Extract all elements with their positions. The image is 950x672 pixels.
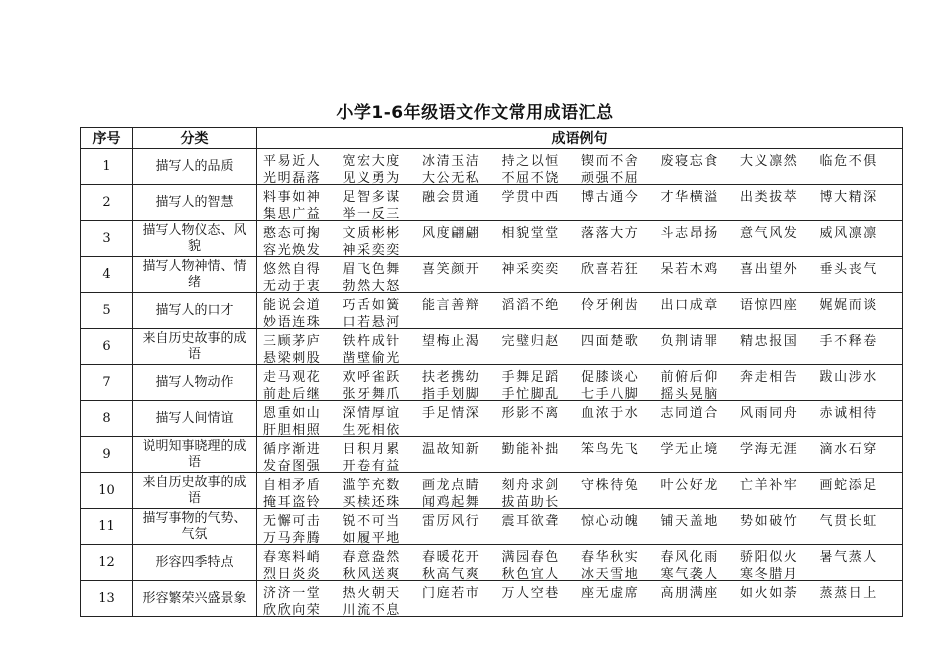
idiom: 巧舌如簧: [342, 298, 401, 311]
idiom: 肝胆相照: [263, 423, 322, 436]
row-index: 13: [81, 581, 133, 617]
idiom: 欢呼雀跃: [342, 370, 401, 383]
table-row: [81, 365, 903, 401]
row-idioms: [257, 257, 903, 293]
idiom-grid: [263, 474, 902, 508]
row-category: 形容四季特点: [133, 545, 257, 581]
idiom: 平易近人: [263, 154, 322, 167]
idiom: 三顾茅庐: [263, 334, 322, 347]
table-row: [81, 581, 903, 617]
idiom: 望梅止渴: [422, 334, 481, 347]
idiom: 负荆请罪: [660, 334, 719, 347]
idiom: 画龙点睛: [422, 478, 481, 491]
idiom: 热火朝天: [342, 586, 401, 599]
row-idioms: [257, 293, 903, 329]
idiom: 循序渐进: [263, 442, 322, 455]
idiom: 四面楚歌: [581, 334, 640, 347]
row-category: 描写人物动作: [133, 365, 257, 401]
idiom: 欣欣向荣: [263, 603, 322, 616]
idiom: 不屈不饶: [501, 171, 560, 184]
row-category: 来自历史故事的成语: [133, 473, 257, 509]
row-idioms: [257, 185, 903, 221]
idiom: 如火如荼: [740, 586, 799, 599]
idiom: 指手划脚: [422, 387, 481, 400]
idiom: 日积月累: [342, 442, 401, 455]
idiom: 风度翩翩: [422, 226, 481, 239]
idiom: 废寝忘食: [660, 154, 719, 167]
idiom: 呆若木鸡: [660, 262, 719, 275]
row-idioms: [257, 149, 903, 185]
idiom: 奔走相告: [740, 370, 799, 383]
table-body: [81, 149, 903, 617]
idiom: 神采奕奕: [501, 262, 560, 275]
idiom: 暑气蒸人: [819, 550, 878, 563]
idiom: 博古通今: [581, 190, 640, 203]
idiom: 张牙舞爪: [342, 387, 401, 400]
table-row: [81, 149, 903, 185]
row-index: 6: [81, 329, 133, 365]
table-row: [81, 509, 903, 545]
row-category: 描写人间情谊: [133, 401, 257, 437]
idiom: 憨态可掬: [263, 226, 322, 239]
idiom: 铺天盖地: [660, 514, 719, 527]
idiom-grid: [263, 582, 902, 616]
idiom: 亡羊补牢: [740, 478, 799, 491]
idiom: 悠然自得: [263, 262, 322, 275]
idiom: 大公无私: [422, 171, 481, 184]
idiom: 威风凛凛: [819, 226, 878, 239]
row-idioms: [257, 509, 903, 545]
idiom: 走马观花: [263, 370, 322, 383]
idiom: 容光焕发: [263, 243, 322, 256]
idiom: 学无止境: [660, 442, 719, 455]
table-header-row: [81, 128, 903, 149]
idiom-grid: [263, 294, 902, 328]
idiom-grid: [263, 402, 902, 436]
idiom: 济济一堂: [263, 586, 322, 599]
idiom: 冰清玉洁: [422, 154, 481, 167]
idiom: 门庭若市: [422, 586, 481, 599]
idiom: 滔滔不绝: [501, 298, 560, 311]
idiom: 笨鸟先飞: [581, 442, 640, 455]
idiom: 跋山涉水: [819, 370, 878, 383]
idiom: 守株待兔: [581, 478, 640, 491]
idiom: 博大精深: [819, 190, 878, 203]
table-row: [81, 221, 903, 257]
idiom-grid: [263, 438, 902, 472]
row-idioms: [257, 473, 903, 509]
row-idioms: [257, 581, 903, 617]
row-index: 7: [81, 365, 133, 401]
idiom: 掩耳盗铃: [263, 495, 322, 508]
row-index: 12: [81, 545, 133, 581]
row-index: 5: [81, 293, 133, 329]
table-row: [81, 329, 903, 365]
idiom-grid: [263, 222, 902, 256]
row-category: 来自历史故事的成语: [133, 329, 257, 365]
idiom: 完璧归赵: [501, 334, 560, 347]
idiom: 惊心动魄: [581, 514, 640, 527]
idiom: 座无虚席: [581, 586, 640, 599]
idiom: 万人空巷: [501, 586, 560, 599]
idiom: 高朋满座: [660, 586, 719, 599]
row-category: 描写人的口才: [133, 293, 257, 329]
idiom: 凿壁偷光: [342, 351, 401, 364]
idiom: 语惊四座: [740, 298, 799, 311]
idiom: 精忠报国: [740, 334, 799, 347]
idiom: 悬梁刺股: [263, 351, 322, 364]
idiom: 冰天雪地: [581, 567, 640, 580]
idiom: 手舞足蹈: [501, 370, 560, 383]
idiom: 喜笑颜开: [422, 262, 481, 275]
idiom: 春暖花开: [422, 550, 481, 563]
idiom: 前赴后继: [263, 387, 322, 400]
idiom: 温故知新: [422, 442, 481, 455]
idiom: 手不释卷: [819, 334, 878, 347]
idiom: 开卷有益: [342, 459, 401, 472]
idiom: 赤诚相待: [819, 406, 878, 419]
row-index: 8: [81, 401, 133, 437]
idiom: 持之以恒: [501, 154, 560, 167]
idiom: 春风化雨: [660, 550, 719, 563]
idiom: 出类拔萃: [740, 190, 799, 203]
row-category: 说明知事晓理的成语: [133, 437, 257, 473]
table-row: [81, 437, 903, 473]
table-row: [81, 185, 903, 221]
idiom: 才华横溢: [660, 190, 719, 203]
row-idioms: [257, 365, 903, 401]
idiom: 气贯长虹: [819, 514, 878, 527]
idiom: 如履平地: [342, 531, 401, 544]
row-index: 9: [81, 437, 133, 473]
idiom: 斗志昂扬: [660, 226, 719, 239]
idiom: 自相矛盾: [263, 478, 322, 491]
idiom: 能言善辩: [422, 298, 481, 311]
idiom: 血浓于水: [581, 406, 640, 419]
idiom: 恩重如山: [263, 406, 322, 419]
row-index: 4: [81, 257, 133, 293]
idiom: 神采奕奕: [342, 243, 401, 256]
idiom: 落落大方: [581, 226, 640, 239]
idiom-grid: [263, 186, 902, 220]
row-index: 11: [81, 509, 133, 545]
row-category: 描写事物的气势、气氛: [133, 509, 257, 545]
row-idioms: [257, 329, 903, 365]
idiom: 手足情深: [422, 406, 481, 419]
idiom: 春华秋实: [581, 550, 640, 563]
idiom: 出口成章: [660, 298, 719, 311]
idiom: 大义凛然: [740, 154, 799, 167]
idiom: 口若悬河: [342, 315, 401, 328]
idiom: 蒸蒸日上: [819, 586, 878, 599]
idiom: 秋高气爽: [422, 567, 481, 580]
idiom: 料事如神: [263, 190, 322, 203]
row-category: 形容繁荣兴盛景象: [133, 581, 257, 617]
idiom: 深情厚谊: [342, 406, 401, 419]
idiom: 勃然大怒: [342, 279, 401, 292]
idiom: 学海无涯: [740, 442, 799, 455]
idiom: 烈日炎炎: [263, 567, 322, 580]
idiom: 前俯后仰: [660, 370, 719, 383]
table-row: [81, 545, 903, 581]
idiom-grid: [263, 546, 902, 580]
header-index: 序号: [81, 128, 133, 149]
idiom: 买椟还珠: [342, 495, 401, 508]
idiom: 满园春色: [501, 550, 560, 563]
idiom: 宽宏大度: [342, 154, 401, 167]
idiom: 集思广益: [263, 207, 322, 220]
idiom: 垂头丧气: [819, 262, 878, 275]
idiom: 雷厉风行: [422, 514, 481, 527]
header-idioms: 成语例句: [257, 128, 903, 149]
idiom: 骄阳似火: [740, 550, 799, 563]
idiom: 见义勇为: [342, 171, 401, 184]
idiom-grid: [263, 150, 902, 184]
idiom: 风雨同舟: [740, 406, 799, 419]
idiom: 喜出望外: [740, 262, 799, 275]
idiom: 相貌堂堂: [501, 226, 560, 239]
idiom: 文质彬彬: [342, 226, 401, 239]
idiom: 妙语连珠: [263, 315, 322, 328]
idiom: 手忙脚乱: [501, 387, 560, 400]
row-idioms: [257, 545, 903, 581]
idiom: 无动于衷: [263, 279, 322, 292]
idiom: 叶公好龙: [660, 478, 719, 491]
row-index: 1: [81, 149, 133, 185]
idiom: 画蛇添足: [819, 478, 878, 491]
idiom: 光明磊落: [263, 171, 322, 184]
idiom: 顽强不屈: [581, 171, 640, 184]
idiom: 春寒料峭: [263, 550, 322, 563]
idiom: 川流不息: [342, 603, 401, 616]
idiom: 娓娓而谈: [819, 298, 878, 311]
idiom: 寒气袭人: [660, 567, 719, 580]
idiom: 滴水石穿: [819, 442, 878, 455]
idiom: 形影不离: [501, 406, 560, 419]
row-category: 描写人的品质: [133, 149, 257, 185]
idiom: 扶老携幼: [422, 370, 481, 383]
idiom: 春意盎然: [342, 550, 401, 563]
idiom: 铁杵成针: [342, 334, 401, 347]
row-category: 描写人物仪态、风貌: [133, 221, 257, 257]
idiom: 融会贯通: [422, 190, 481, 203]
idiom: 势如破竹: [740, 514, 799, 527]
idiom: 足智多谋: [342, 190, 401, 203]
idiom: 无懈可击: [263, 514, 322, 527]
idiom: 学贯中西: [501, 190, 560, 203]
table-row: [81, 473, 903, 509]
idiom: 眉飞色舞: [342, 262, 401, 275]
row-category: 描写人物神情、情绪: [133, 257, 257, 293]
idiom: 伶牙俐齿: [581, 298, 640, 311]
idiom: 勤能补拙: [501, 442, 560, 455]
idiom-grid: [263, 330, 902, 364]
idiom-grid: [263, 366, 902, 400]
row-index: 2: [81, 185, 133, 221]
idiom: 锐不可当: [342, 514, 401, 527]
idiom: 闻鸡起舞: [422, 495, 481, 508]
idiom: 意气风发: [740, 226, 799, 239]
header-category: 分类: [133, 128, 257, 149]
idiom: 摇头晃脑: [660, 387, 719, 400]
table-row: [81, 401, 903, 437]
idiom: 滥竽充数: [342, 478, 401, 491]
idiom: 拔苗助长: [501, 495, 560, 508]
idiom-table: [80, 127, 903, 617]
row-category: 描写人的智慧: [133, 185, 257, 221]
idiom: 秋风送爽: [342, 567, 401, 580]
idiom: 万马奔腾: [263, 531, 322, 544]
idiom: 七手八脚: [581, 387, 640, 400]
row-idioms: [257, 401, 903, 437]
idiom: 促膝谈心: [581, 370, 640, 383]
idiom: 能说会道: [263, 298, 322, 311]
row-index: 3: [81, 221, 133, 257]
idiom: 生死相依: [342, 423, 401, 436]
idiom-grid: [263, 510, 902, 544]
row-idioms: [257, 437, 903, 473]
idiom: 秋色宜人: [501, 567, 560, 580]
idiom: 发奋图强: [263, 459, 322, 472]
idiom: 临危不俱: [819, 154, 878, 167]
row-index: 10: [81, 473, 133, 509]
idiom: 震耳欲聋: [501, 514, 560, 527]
table-row: [81, 257, 903, 293]
row-idioms: [257, 221, 903, 257]
idiom: 举一反三: [342, 207, 401, 220]
idiom: 寒冬腊月: [740, 567, 799, 580]
idiom: 刻舟求剑: [501, 478, 560, 491]
idiom: 志同道合: [660, 406, 719, 419]
idiom-grid: [263, 258, 902, 292]
idiom: 锲而不舍: [581, 154, 640, 167]
idiom: 欣喜若狂: [581, 262, 640, 275]
table-row: [81, 293, 903, 329]
document-title: 小学1-6年级语文作文常用成语汇总: [336, 103, 614, 123]
